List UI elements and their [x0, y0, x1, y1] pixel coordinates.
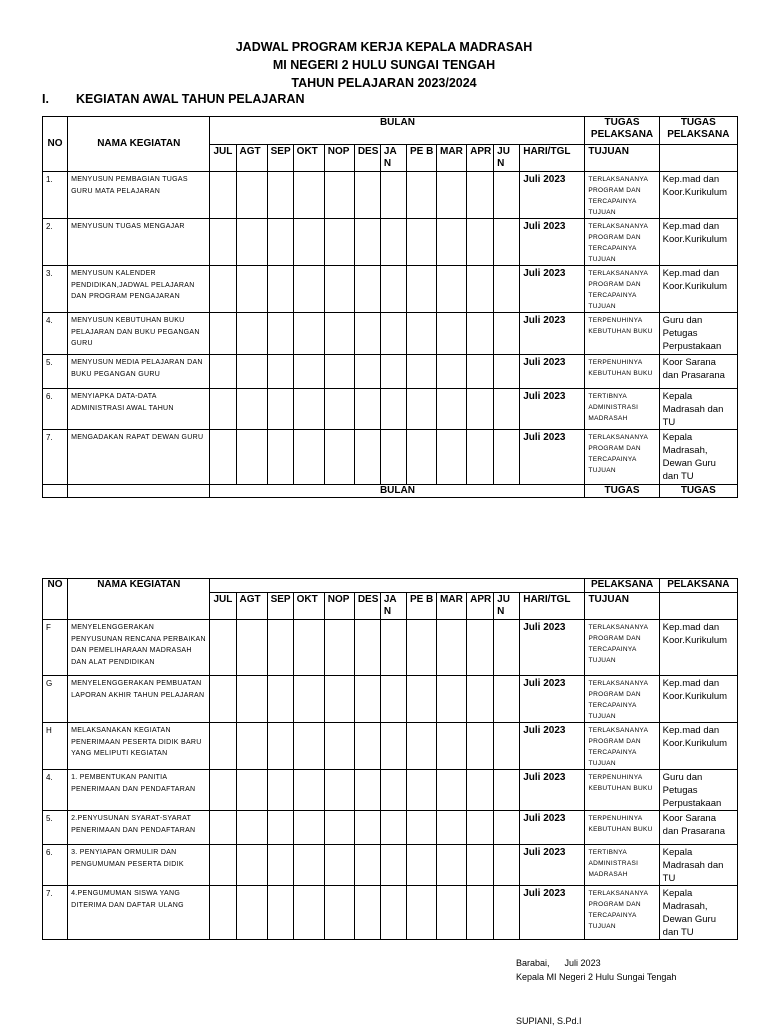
row-number: 6.	[43, 389, 68, 430]
header-no: NO	[43, 117, 68, 172]
month-cell	[380, 723, 406, 770]
hari-tgl-cell: Juli 2023	[520, 355, 585, 389]
activity-name: MENYUSUN KALENDER PENDIDIKAN,JADWAL PELAJARAN DAN PROGRAM PENGAJARAN	[68, 266, 210, 313]
month-cell	[210, 430, 236, 485]
month-cell	[380, 620, 406, 676]
month-cell	[293, 886, 324, 940]
hari-tgl-cell: Juli 2023	[520, 811, 585, 845]
month-cell	[210, 723, 236, 770]
hari-tgl-cell: Juli 2023	[520, 172, 585, 219]
month-cell	[494, 886, 520, 940]
month-cell	[293, 266, 324, 313]
month-cell	[494, 266, 520, 313]
activity-name: MENYELENGGERAKAN PEMBUATAN LAPORAN AKHIR TAHUN PELAJARAN	[68, 676, 210, 723]
activity-name: MENYUSUN TUGAS MENGAJAR	[68, 219, 210, 266]
table-row	[43, 723, 738, 770]
activity-name: MENYELENGGERAKAN PENYUSUNAN RENCANA PERBAIKAN DAN PEMELIHARAAN MADRASAH DAN ALAT PENDIDIKAN	[68, 620, 210, 676]
month-cell	[380, 389, 406, 430]
tujuan-cell: TERPENUHINYA KEBUTUHAN BUKU	[585, 770, 659, 811]
month-header-cell: PE B	[406, 593, 436, 620]
month-cell	[354, 172, 380, 219]
table-row	[43, 845, 738, 886]
month-cell	[380, 219, 406, 266]
hari-tgl-cell: Juli 2023	[520, 620, 585, 676]
activity-name: MENYUSUN KEBUTUHAN BUKU PELAJARAN DAN BUKU PEGANGAN GURU	[68, 313, 210, 355]
pelaksana-cell: Kep.mad dan Koor.Kurikulum	[659, 219, 737, 266]
tujuan-cell: TERPENUHINYA KEBUTUHAN BUKU	[585, 355, 659, 389]
tujuan-cell: TERPENUHINYA KEBUTUHAN BUKU	[585, 811, 659, 845]
row-number: 5.	[43, 811, 68, 845]
month-cell	[210, 770, 236, 811]
month-header-cell: JU N	[494, 593, 520, 620]
month-cell	[467, 770, 494, 811]
month-cell	[236, 886, 267, 940]
hari-tgl-cell: Juli 2023	[520, 845, 585, 886]
hari-tgl-cell: Juli 2023	[520, 886, 585, 940]
month-cell	[467, 620, 494, 676]
row-number: 3.	[43, 266, 68, 313]
row-number: 5.	[43, 355, 68, 389]
activity-name: 3. PENYIAPAN ORMULIR DAN PENGUMUMAN PESERTA DIDIK	[68, 845, 210, 886]
month-cell	[354, 389, 380, 430]
month-cell	[406, 620, 436, 676]
month-cell	[293, 723, 324, 770]
table-row	[43, 355, 738, 389]
month-cell	[406, 676, 436, 723]
month-cell	[236, 811, 267, 845]
month-cell	[437, 266, 467, 313]
month-cell	[210, 266, 236, 313]
activity-name: 1. PEMBENTUKAN PANITIA PENERIMAAN DAN PENDAFTARAN	[68, 770, 210, 811]
row-number: 4.	[43, 770, 68, 811]
title-line-2: MI NEGERI 2 HULU SUNGAI TENGAH	[272, 58, 496, 72]
section-number: I.	[42, 92, 49, 106]
month-cell	[380, 676, 406, 723]
month-cell	[406, 355, 436, 389]
activity-name: MENYUSUN PEMBAGIAN TUGAS GURU MATA PELAJARAN	[68, 172, 210, 219]
month-cell	[210, 620, 236, 676]
signature-name: SUPIANI, S.Pd.I	[516, 1016, 582, 1026]
pelaksana-cell: Kep.mad dan Koor.Kurikulum	[659, 723, 737, 770]
pelaksana-cell: Koor Sarana dan Prasarana	[659, 355, 737, 389]
month-cell	[437, 811, 467, 845]
row-number: 7.	[43, 430, 68, 485]
month-cell	[406, 770, 436, 811]
month-cell	[354, 676, 380, 723]
header-hari-tgl: HARI/TGL	[520, 593, 585, 620]
footer-tugas-2: TUGAS	[659, 485, 737, 498]
month-cell	[354, 219, 380, 266]
activity-name: MENYUSUN MEDIA PELAJARAN DAN BUKU PEGANGAN GURU	[68, 355, 210, 389]
month-cell	[267, 355, 293, 389]
month-header-cell: JUL	[210, 145, 236, 172]
month-header-cell: APR	[467, 145, 494, 172]
month-cell	[324, 845, 354, 886]
month-cell	[467, 886, 494, 940]
month-cell	[467, 266, 494, 313]
month-cell	[380, 770, 406, 811]
month-header-cell: SEP	[267, 145, 293, 172]
month-cell	[267, 172, 293, 219]
pelaksana-cell: Guru dan Petugas Perpustakaan	[659, 313, 737, 355]
header-empty	[659, 593, 737, 620]
month-cell	[236, 845, 267, 886]
month-cell	[354, 430, 380, 485]
month-header-cell: JA N	[380, 593, 406, 620]
header-hari-tgl: HARI/TGL	[520, 145, 585, 172]
month-cell	[293, 770, 324, 811]
header-tujuan: TUJUAN	[585, 145, 659, 172]
month-header-cell: APR	[467, 593, 494, 620]
month-cell	[324, 219, 354, 266]
month-cell	[494, 430, 520, 485]
month-cell	[354, 723, 380, 770]
month-cell	[267, 219, 293, 266]
row-number: F	[43, 620, 68, 676]
activity-name: MENGADAKAN RAPAT DEWAN GURU	[68, 430, 210, 485]
hari-tgl-cell: Juli 2023	[520, 770, 585, 811]
tujuan-cell: TERLAKSANANYA PROGRAM DAN TERCAPAINYA TUJUAN	[585, 172, 659, 219]
month-cell	[406, 313, 436, 355]
month-cell	[437, 845, 467, 886]
header-no: NO	[43, 579, 68, 620]
month-cell	[267, 430, 293, 485]
month-cell	[267, 811, 293, 845]
month-cell	[437, 389, 467, 430]
month-cell	[324, 620, 354, 676]
month-header-cell: JU N	[494, 145, 520, 172]
month-cell	[494, 355, 520, 389]
row-number: G	[43, 676, 68, 723]
month-cell	[324, 676, 354, 723]
pelaksana-cell: Kepala Madrasah, Dewan Guru dan TU	[659, 430, 737, 485]
signature-date: Juli 2023	[564, 958, 601, 968]
row-number: H	[43, 723, 68, 770]
month-cell	[267, 313, 293, 355]
month-cell	[324, 389, 354, 430]
month-cell	[210, 219, 236, 266]
tujuan-cell: TERPENUHINYA KEBUTUHAN BUKU	[585, 313, 659, 355]
month-cell	[267, 676, 293, 723]
header-bulan: BULAN	[210, 117, 585, 145]
pelaksana-cell: Kepala Madrasah dan TU	[659, 845, 737, 886]
month-cell	[267, 620, 293, 676]
month-cell	[293, 620, 324, 676]
month-cell	[354, 845, 380, 886]
month-cell	[437, 676, 467, 723]
month-header-cell: AGT	[236, 593, 267, 620]
month-header-cell: OKT	[293, 145, 324, 172]
month-cell	[354, 886, 380, 940]
month-cell	[494, 389, 520, 430]
month-cell	[354, 811, 380, 845]
month-cell	[293, 676, 324, 723]
activity-name: MENYIAPKA DATA-DATA ADMINISTRASI AWAL TAHUN	[68, 389, 210, 430]
table-row	[43, 266, 738, 313]
month-header-cell: SEP	[267, 593, 293, 620]
pelaksana-cell: Kep.mad dan Koor.Kurikulum	[659, 266, 737, 313]
month-header-cell: PE B	[406, 145, 436, 172]
hari-tgl-cell: Juli 2023	[520, 266, 585, 313]
month-cell	[406, 172, 436, 219]
header-nama-kegiatan: NAMA KEGIATAN	[68, 579, 210, 620]
month-cell	[494, 845, 520, 886]
month-cell	[467, 723, 494, 770]
section-heading	[42, 92, 304, 106]
month-cell	[437, 313, 467, 355]
month-cell	[293, 430, 324, 485]
month-cell	[406, 430, 436, 485]
month-header-cell: JA N	[380, 145, 406, 172]
month-cell	[380, 172, 406, 219]
table-row	[43, 886, 738, 940]
month-cell	[267, 723, 293, 770]
pelaksana-cell: Kepala Madrasah, Dewan Guru dan TU	[659, 886, 737, 940]
table-row	[43, 430, 738, 485]
month-cell	[236, 389, 267, 430]
pelaksana-cell: Guru dan Petugas Perpustakaan	[659, 770, 737, 811]
tujuan-cell: TERLAKSANANYA PROGRAM DAN TERCAPAINYA TUJUAN	[585, 620, 659, 676]
month-cell	[324, 723, 354, 770]
signature-block	[516, 956, 676, 984]
section-title: KEGIATAN AWAL TAHUN PELAJARAN	[76, 92, 305, 106]
month-cell	[380, 266, 406, 313]
table-header-row	[43, 579, 738, 593]
month-cell	[380, 811, 406, 845]
month-cell	[354, 266, 380, 313]
month-cell	[210, 811, 236, 845]
month-cell	[406, 845, 436, 886]
month-cell	[236, 172, 267, 219]
hari-tgl-cell: Juli 2023	[520, 389, 585, 430]
table-row	[43, 770, 738, 811]
month-cell	[437, 886, 467, 940]
table-footer-row	[43, 485, 738, 498]
month-header-cell: MAR	[437, 593, 467, 620]
month-cell	[494, 723, 520, 770]
month-cell	[236, 313, 267, 355]
month-cell	[267, 266, 293, 313]
month-header-cell: NOP	[324, 145, 354, 172]
header-tugas-pelaksana-2: TUGAS PELAKSANA	[659, 117, 737, 145]
table-header-row	[43, 117, 738, 145]
month-header-cell: JUL	[210, 593, 236, 620]
month-cell	[406, 266, 436, 313]
header-blank	[210, 579, 585, 593]
tujuan-cell: TERLAKSANANYA PROGRAM DAN TERCAPAINYA TUJUAN	[585, 723, 659, 770]
month-cell	[324, 430, 354, 485]
month-cell	[236, 676, 267, 723]
month-cell	[467, 172, 494, 219]
hari-tgl-cell: Juli 2023	[520, 723, 585, 770]
month-cell	[324, 266, 354, 313]
month-cell	[210, 676, 236, 723]
footer-empty	[68, 485, 210, 498]
tujuan-cell: TERLAKSANANYA PROGRAM DAN TERCAPAINYA TUJUAN	[585, 219, 659, 266]
table-row	[43, 676, 738, 723]
month-cell	[210, 172, 236, 219]
month-cell	[293, 355, 324, 389]
month-cell	[210, 389, 236, 430]
header-pelaksana-1: PELAKSANA	[585, 579, 659, 593]
month-cell	[267, 845, 293, 886]
month-cell	[293, 811, 324, 845]
month-cell	[380, 886, 406, 940]
tujuan-cell: TERTIBNYA ADMINISTRASI MADRASAH	[585, 389, 659, 430]
pelaksana-cell: Kep.mad dan Koor.Kurikulum	[659, 172, 737, 219]
month-header-cell: OKT	[293, 593, 324, 620]
month-cell	[210, 886, 236, 940]
month-cell	[324, 811, 354, 845]
month-cell	[324, 172, 354, 219]
hari-tgl-cell: Juli 2023	[520, 219, 585, 266]
schedule-table-1	[42, 116, 738, 498]
month-cell	[293, 172, 324, 219]
header-tugas-pelaksana-1: TUGAS PELAKSANA	[585, 117, 659, 145]
month-cell	[236, 266, 267, 313]
month-cell	[324, 886, 354, 940]
table-row	[43, 172, 738, 219]
footer-bulan: BULAN	[210, 485, 585, 498]
month-cell	[494, 676, 520, 723]
header-tujuan: TUJUAN	[585, 593, 659, 620]
footer-empty	[43, 485, 68, 498]
month-cell	[267, 886, 293, 940]
month-header-cell: MAR	[437, 145, 467, 172]
month-cell	[236, 620, 267, 676]
month-header-cell: DES	[354, 593, 380, 620]
month-cell	[324, 313, 354, 355]
table-row	[43, 219, 738, 266]
month-cell	[494, 219, 520, 266]
month-cell	[437, 172, 467, 219]
month-cell	[380, 430, 406, 485]
month-cell	[354, 770, 380, 811]
header-empty	[659, 145, 737, 172]
pelaksana-cell: Kep.mad dan Koor.Kurikulum	[659, 676, 737, 723]
tujuan-cell: TERLAKSANANYA PROGRAM DAN TERCAPAINYA TUJUAN	[585, 266, 659, 313]
activity-name: MELAKSANAKAN KEGIATAN PENERIMAAN PESERTA DIDIK BARU YANG MELIPUTI KEGIATAN	[68, 723, 210, 770]
table-row	[43, 811, 738, 845]
month-cell	[406, 811, 436, 845]
pelaksana-cell: Koor Sarana dan Prasarana	[659, 811, 737, 845]
month-header-cell: NOP	[324, 593, 354, 620]
row-number: 4.	[43, 313, 68, 355]
hari-tgl-cell: Juli 2023	[520, 676, 585, 723]
month-cell	[467, 313, 494, 355]
month-cell	[494, 313, 520, 355]
hari-tgl-cell: Juli 2023	[520, 313, 585, 355]
month-cell	[437, 219, 467, 266]
footer-tugas-1: TUGAS	[585, 485, 659, 498]
month-cell	[406, 886, 436, 940]
month-header-cell: DES	[354, 145, 380, 172]
month-cell	[354, 313, 380, 355]
document-title	[0, 38, 768, 92]
month-cell	[267, 770, 293, 811]
month-cell	[467, 811, 494, 845]
tujuan-cell: TERTIBNYA ADMINISTRASI MADRASAH	[585, 845, 659, 886]
signature-place: Barabai,	[516, 958, 550, 968]
month-cell	[236, 355, 267, 389]
pelaksana-cell: Kep.mad dan Koor.Kurikulum	[659, 620, 737, 676]
tujuan-cell: TERLAKSANANYA PROGRAM DAN TERCAPAINYA TUJUAN	[585, 886, 659, 940]
hari-tgl-cell: Juli 2023	[520, 430, 585, 485]
header-pelaksana-2: PELAKSANA	[659, 579, 737, 593]
month-cell	[494, 172, 520, 219]
month-cell	[236, 430, 267, 485]
row-number: 1.	[43, 172, 68, 219]
month-cell	[354, 355, 380, 389]
month-cell	[467, 430, 494, 485]
month-cell	[324, 355, 354, 389]
month-cell	[467, 845, 494, 886]
row-number: 7.	[43, 886, 68, 940]
pelaksana-cell: Kepala Madrasah dan TU	[659, 389, 737, 430]
month-cell	[236, 770, 267, 811]
month-cell	[380, 845, 406, 886]
activity-name: 2.PENYUSUNAN SYARAT-SYARAT PENERIMAAN DAN PENDAFTARAN	[68, 811, 210, 845]
month-cell	[293, 845, 324, 886]
activity-name: 4.PENGUMUMAN SISWA YANG DITERIMA DAN DAFTAR ULANG	[68, 886, 210, 940]
month-cell	[437, 430, 467, 485]
month-cell	[236, 723, 267, 770]
month-cell	[293, 313, 324, 355]
month-cell	[437, 620, 467, 676]
table-row	[43, 313, 738, 355]
month-cell	[437, 770, 467, 811]
signature-role: Kepala MI Negeri 2 Hulu Sungai Tengah	[516, 972, 677, 982]
title-line-3: TAHUN PELAJARAN 2023/2024	[291, 76, 477, 90]
tujuan-cell: TERLAKSANANYA PROGRAM DAN TERCAPAINYA TUJUAN	[585, 430, 659, 485]
row-number: 6.	[43, 845, 68, 886]
month-cell	[406, 389, 436, 430]
month-cell	[406, 219, 436, 266]
month-cell	[324, 770, 354, 811]
month-cell	[293, 219, 324, 266]
title-line-1: JADWAL PROGRAM KERJA KEPALA MADRASAH	[235, 40, 533, 54]
month-cell	[467, 676, 494, 723]
month-cell	[210, 845, 236, 886]
month-cell	[467, 355, 494, 389]
month-cell	[494, 620, 520, 676]
tujuan-cell: TERLAKSANANYA PROGRAM DAN TERCAPAINYA TUJUAN	[585, 676, 659, 723]
month-cell	[467, 219, 494, 266]
month-cell	[380, 313, 406, 355]
month-cell	[354, 620, 380, 676]
month-cell	[380, 355, 406, 389]
month-cell	[267, 389, 293, 430]
month-cell	[406, 723, 436, 770]
month-cell	[467, 389, 494, 430]
month-cell	[494, 770, 520, 811]
month-cell	[236, 219, 267, 266]
month-cell	[494, 811, 520, 845]
month-cell	[210, 313, 236, 355]
month-cell	[293, 389, 324, 430]
table-row	[43, 389, 738, 430]
table-row	[43, 620, 738, 676]
month-cell	[437, 355, 467, 389]
month-cell	[210, 355, 236, 389]
header-nama-kegiatan: NAMA KEGIATAN	[68, 117, 210, 172]
schedule-table-2	[42, 578, 738, 940]
month-cell	[437, 723, 467, 770]
signature-place-date	[516, 956, 676, 970]
row-number: 2.	[43, 219, 68, 266]
month-header-cell: AGT	[236, 145, 267, 172]
